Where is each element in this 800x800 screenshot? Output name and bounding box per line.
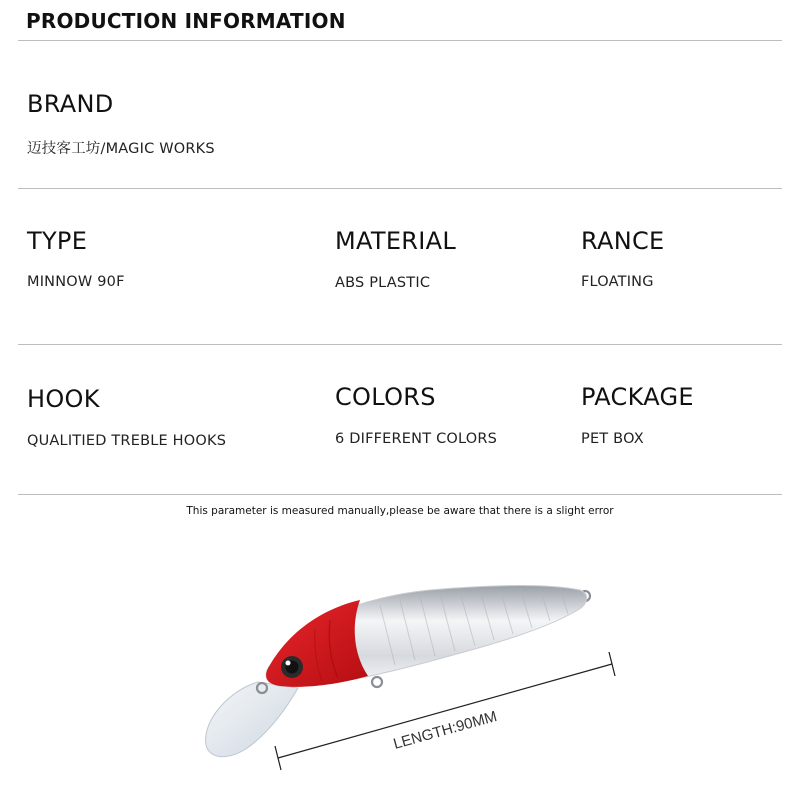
type-value: MINNOW 90F (27, 274, 125, 290)
package-label: PACKAGE (581, 383, 694, 411)
colors-label: COLORS (335, 383, 436, 411)
brand-value: 迈技客工坊/MAGIC WORKS (27, 141, 215, 157)
colors-value: 6 DIFFERENT COLORS (335, 431, 498, 447)
divider-3 (18, 494, 782, 495)
hook-label: HOOK (27, 385, 100, 413)
material-label: MATERIAL (335, 227, 457, 255)
hook-value: QUALITIED TREBLE HOOKS (27, 433, 227, 449)
rance-value: FLOATING (581, 274, 654, 290)
header-divider (18, 40, 782, 41)
brand-label: BRAND (27, 90, 114, 118)
page-title: PRODUCTION INFORMATION (26, 9, 346, 33)
material-value: ABS PLASTIC (335, 275, 431, 291)
minnow-lure-illustration (180, 560, 620, 780)
divider-2 (18, 344, 782, 345)
measurement-note: This parameter is measured manually,please be aware that there is a slight error (186, 505, 614, 517)
package-value: PET BOX (581, 431, 644, 447)
length-label: LENGTH:90MM (391, 707, 499, 753)
divider-1 (18, 188, 782, 189)
rance-label: RANCE (581, 227, 665, 255)
type-label: TYPE (27, 227, 88, 255)
